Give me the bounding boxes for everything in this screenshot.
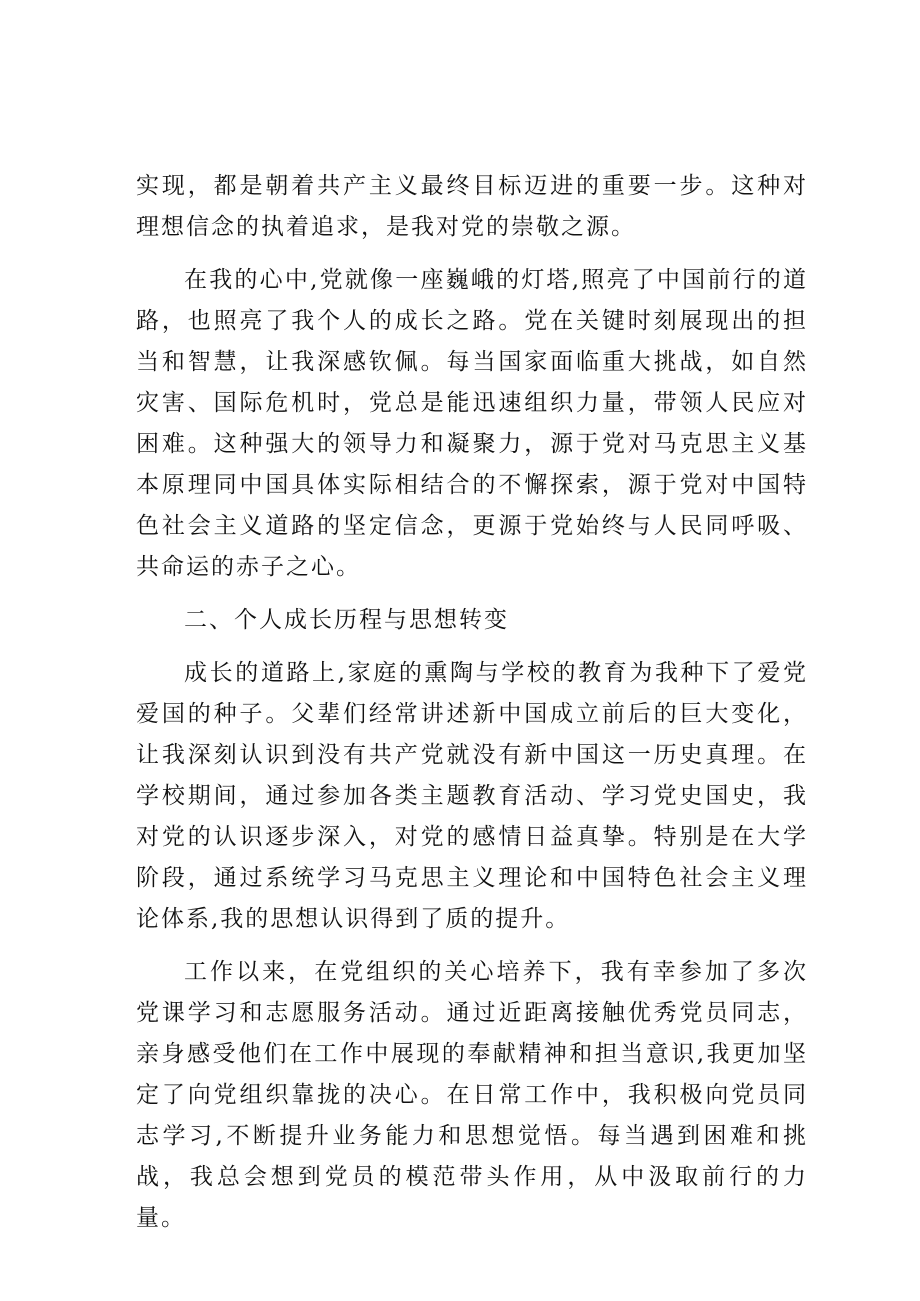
paragraph-work-experience: 工作以来，在党组织的关心培养下，我有幸参加了多次党课学习和志愿服务活动。通过近距离接触优秀党员同志，亲身感受他们在工作中展现的奉献精神和担当意识,我更加坚定了向党组织靠拢的决心。在日常工作中，我积极向党员同志学习,不断提升业务能力和思想觉悟。每当遇到困难和挑战，我总会想到党员的模范带头作用，从中汲取前行的力量。: [136, 959, 808, 1231]
document-body: [136, 166, 808, 1251]
paragraph-growth-path: 成长的道路上,家庭的熏陶与学校的教育为我种下了爱党爱国的种子。父辈们经常讲述新中国成立前后的巨大变化，让我深刻认识到没有共产党就没有新中国这一历史真理。在学校期间，通过参加各类主题教育活动、学习党史国史，我对党的认识逐步深入，对党的感情日益真挚。特别是在大学阶段，通过系统学习马克思主义理论和中国特色社会主义理论体系,我的思想认识得到了质的提升。: [136, 660, 808, 932]
paragraph-continuation: 实现，都是朝着共产主义最终目标迈进的重要一步。这种对理想信念的执着追求，是我对党的崇敬之源。: [136, 173, 808, 240]
paragraph-party-lighthouse: 在我的心中,党就像一座巍峨的灯塔,照亮了中国前行的道路，也照亮了我个人的成长之路。党在关键时刻展现出的担当和智慧，让我深感钦佩。每当国家面临重大挑战，如自然灾害、国际危机时，党总是能迅速组织力量，带领人民应对困难。这种强大的领导力和凝聚力，源于党对马克思主义基本原理同中国具体实际相结合的不懈探索，源于党对中国特色社会主义道路的坚定信念，更源于党始终与人民同呼吸、共命运的赤子之心。: [136, 267, 808, 580]
section-heading-personal-growth: 二、个人成长历程与思想转变: [184, 607, 509, 633]
